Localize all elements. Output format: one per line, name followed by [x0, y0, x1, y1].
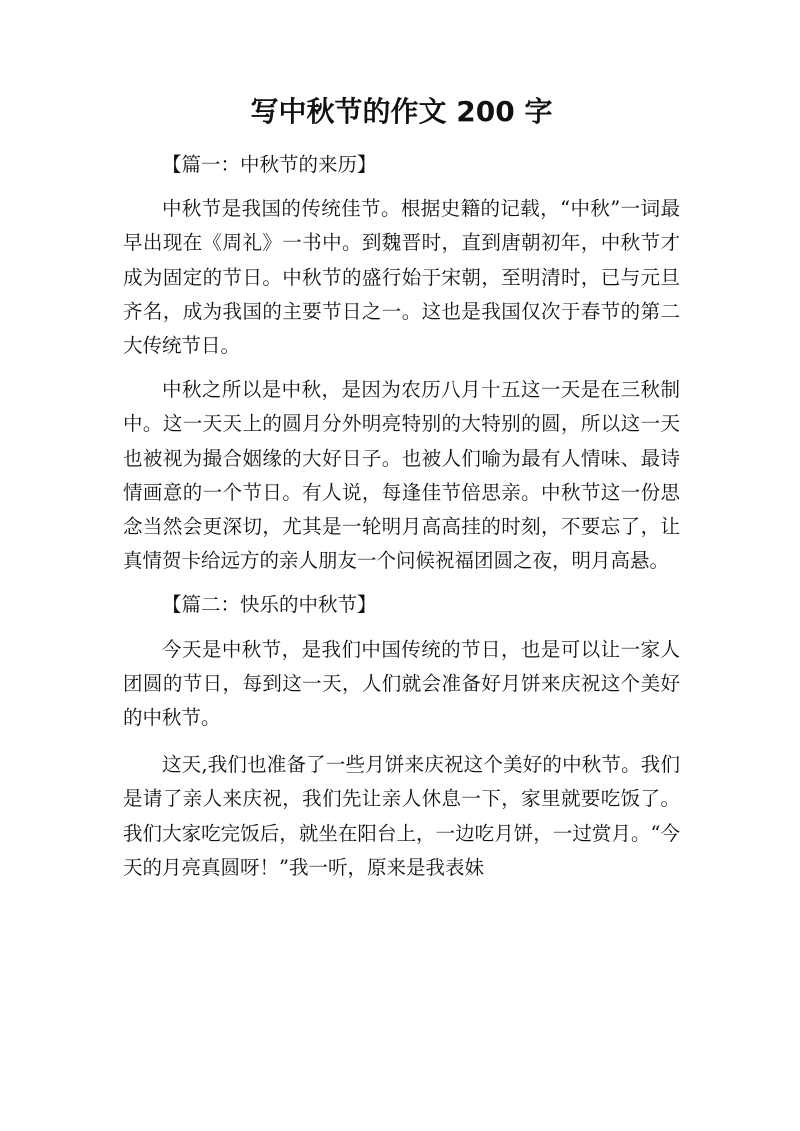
section-1-paragraph-1: 中秋节是我国的传统佳节。根据史籍的记载，“中秋”一词最早出现在《周礼》一书中。到魏晋时，直到唐朝初年，中秋节才成为固定的节日。中秋节的盛行始于宋朝，至明清时，已与元旦齐名，成为我国的主要节日之一。这也是我国仅次于春节的第二大传统节日。 [123, 197, 680, 358]
section-heading-2: 【篇二：快乐的中秋节】 [162, 593, 377, 617]
section-heading-1: 【篇一：中秋节的来历】 [162, 153, 377, 176]
section-1-paragraph-2: 中秋之所以是中秋，是因为农历八月十五这一天是在三秋制中。这一天天上的圆月分外明亮特别的大特别的圆，所以这一天也被视为撮合姻缘的大好日子。也被人们喻为最有人情味、最诗情画意的一个节日。有人说，每逢佳节倍思亲。中秋节这一份思念当然会更深切，尤其是一轮明月高高挂的时刻，不要忘了，让真情贺卡给远方的亲人朋友一个问候祝福团圆之夜，明月高悬。 [123, 378, 680, 573]
document-page [123, 92, 680, 885]
document-title: 写中秋节的作文 200 字 [250, 95, 553, 128]
section-2-paragraph-1: 今天是中秋节，是我们中国传统的节日，也是可以让一家人团圆的节日，每到这一天，人们就会准备好月饼来庆祝这个美好的中秋节。 [123, 637, 680, 730]
section-2-paragraph-2: 这天,我们也准备了一些月饼来庆祝这个美好的中秋节。我们是请了亲人来庆祝，我们先让亲人休息一下，家里就要吃饭了。我们大家吃完饭后，就坐在阳台上，一边吃月饼，一过赏月。“今天的月亮真圆呀！”我一听，原来是我表妹 [123, 753, 680, 879]
